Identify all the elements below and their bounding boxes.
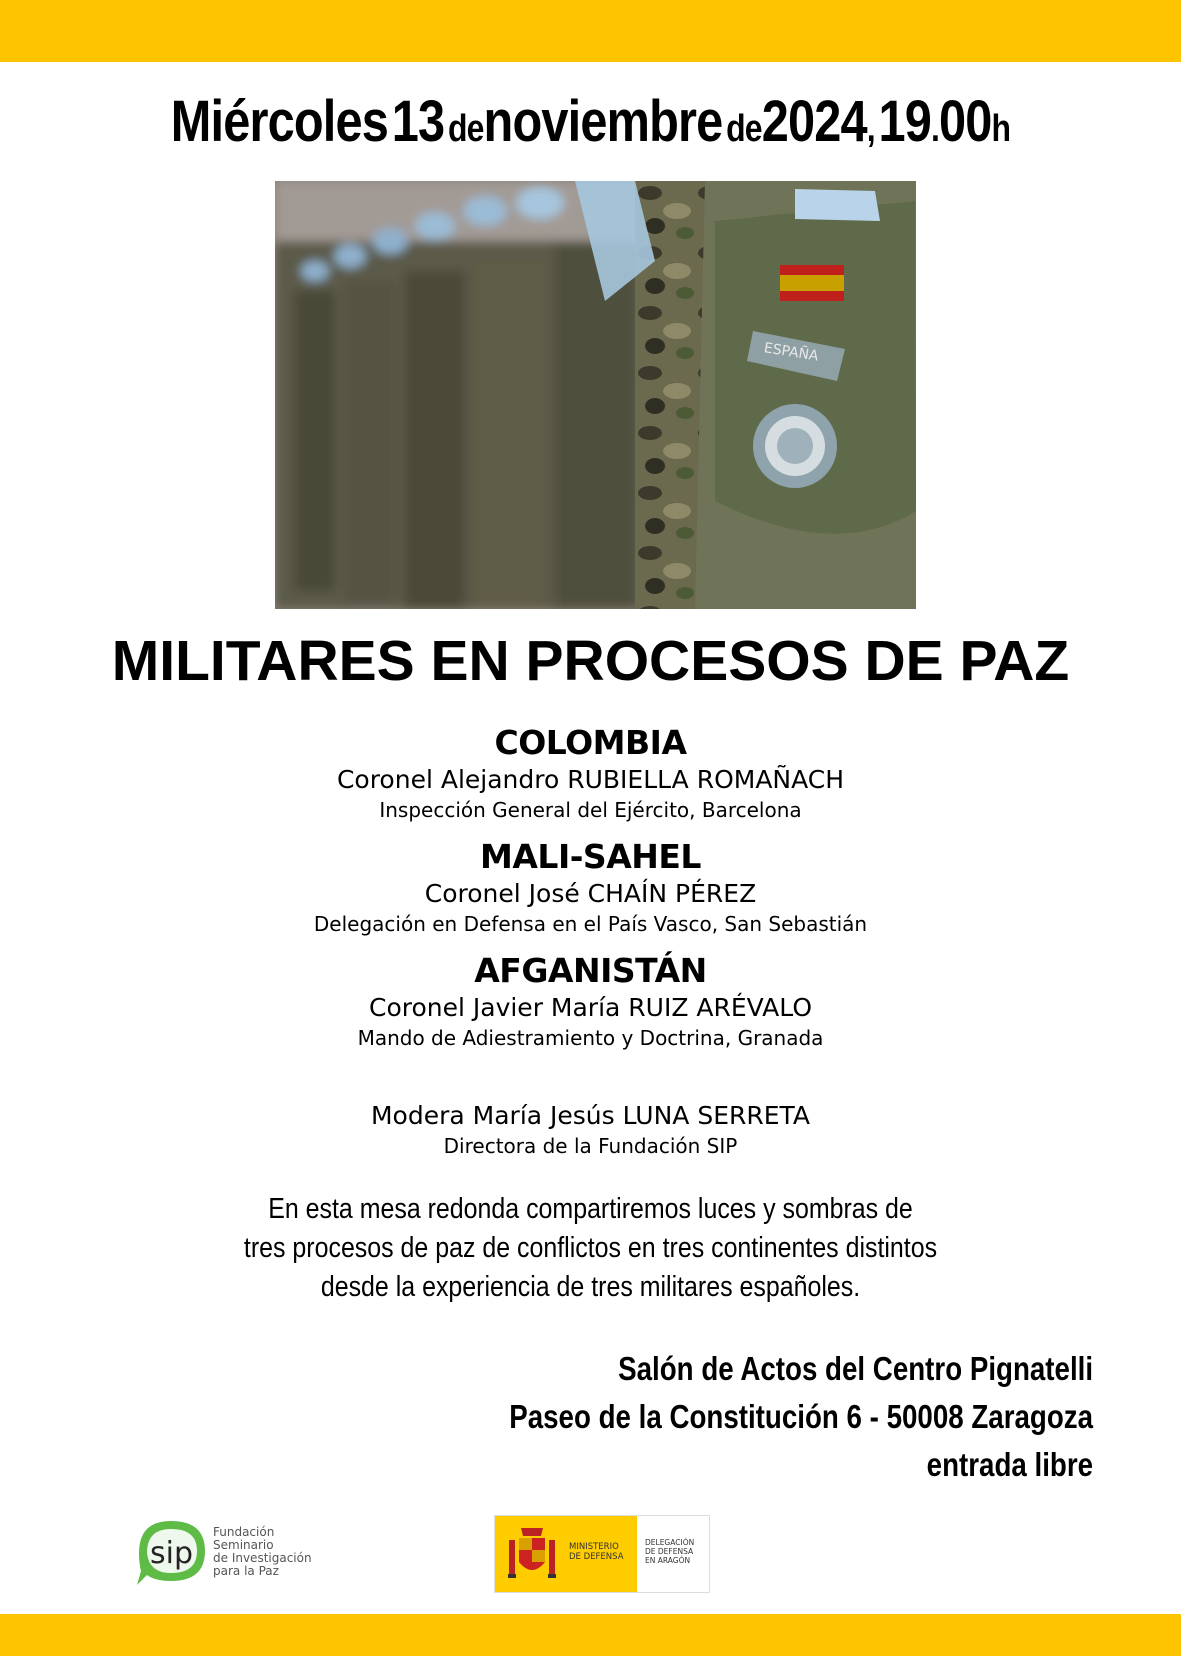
top-yellow-band	[0, 0, 1181, 62]
speaker-name: Coronel Alejandro RUBIELLA ROMAÑACH	[336, 765, 845, 794]
speaker-country: COLOMBIA	[494, 723, 687, 762]
soldiers-photo	[275, 181, 916, 609]
speaker-country: MALI-SAHEL	[480, 837, 701, 876]
sip-text-line: Fundación	[213, 1525, 275, 1539]
date-de-2: de	[726, 108, 762, 150]
date-minutes: 00	[939, 89, 992, 154]
date-day: 13	[391, 89, 445, 154]
speaker-name: Coronel José CHAÍN PÉREZ	[424, 879, 757, 908]
sip-foundation-name	[213, 1526, 312, 1578]
date-weekday: Miércoles	[170, 89, 388, 154]
venue-info	[509, 1345, 1093, 1489]
speaker-affiliation: Delegación en Defensa en el País Vasco, San Sebastián	[313, 912, 868, 936]
event-title: MILITARES EN PROCESOS DE PAZ	[111, 629, 1070, 693]
ministry-name-line: DE DEFENSA	[569, 1552, 624, 1562]
venue-name: Salón de Actos del Centro Pignatelli	[618, 1350, 1093, 1387]
sip-text-line: para la Paz	[213, 1564, 279, 1578]
date-hour: 19	[878, 89, 932, 154]
speaker-affiliation: Mando de Adiestramiento y Doctrina, Granada	[357, 1026, 824, 1050]
delegation-line: DE DEFENSA	[645, 1547, 694, 1556]
speakers-list	[0, 722, 1181, 1064]
description-line: En esta mesa redonda compartiremos luces y sombras de	[268, 1193, 913, 1225]
sip-text-line: de Investigación	[213, 1551, 312, 1565]
sip-mark: sip	[150, 1536, 194, 1571]
espana-patch-text: ESPAÑA	[762, 340, 820, 365]
event-date	[94, 88, 1086, 155]
delegation-line: DELEGACIÓN	[645, 1538, 695, 1547]
speaker-block-mali-sahel	[0, 836, 1181, 938]
moderator-affiliation: Directora de la Fundación SIP	[443, 1134, 738, 1158]
date-year: 2024	[761, 89, 867, 154]
speaker-affiliation: Inspección General del Ejército, Barcelona	[379, 798, 802, 822]
date-de-1: de	[447, 108, 484, 150]
speaker-block-colombia	[0, 722, 1181, 824]
delegation-line: EN ARAGÓN	[645, 1556, 691, 1565]
ministerio-defensa-logo	[494, 1515, 710, 1593]
moderator-name: Modera María Jesús LUNA SERRETA	[370, 1101, 810, 1130]
date-h: h	[991, 108, 1011, 150]
speaker-name: Coronel Javier María RUIZ ARÉVALO	[368, 993, 813, 1022]
date-month: noviembre	[483, 89, 723, 154]
date-separator: ,	[866, 108, 875, 150]
venue-address: Paseo de la Constitución 6 - 50008 Zaragoza	[509, 1398, 1093, 1435]
event-description	[83, 1190, 1099, 1307]
moderator-block	[0, 1100, 1181, 1160]
ministry-name	[569, 1542, 624, 1562]
sip-text-line: Seminario	[213, 1538, 274, 1552]
bottom-yellow-band	[0, 1614, 1181, 1656]
description-line: tres procesos de paz de conflictos en tres continentes distintos	[243, 1232, 938, 1264]
venue-admission: entrada libre	[926, 1446, 1093, 1483]
speaker-block-afganistan	[0, 950, 1181, 1052]
ministry-name-line: MINISTERIO	[569, 1542, 619, 1552]
description-line: desde la experiencia de tres militares españoles.	[320, 1271, 861, 1303]
delegation-name	[645, 1538, 694, 1565]
date-dot: .	[931, 108, 940, 150]
spain-coat-of-arms-icon	[505, 1524, 559, 1584]
speaker-country: AFGANISTÁN	[474, 951, 707, 990]
